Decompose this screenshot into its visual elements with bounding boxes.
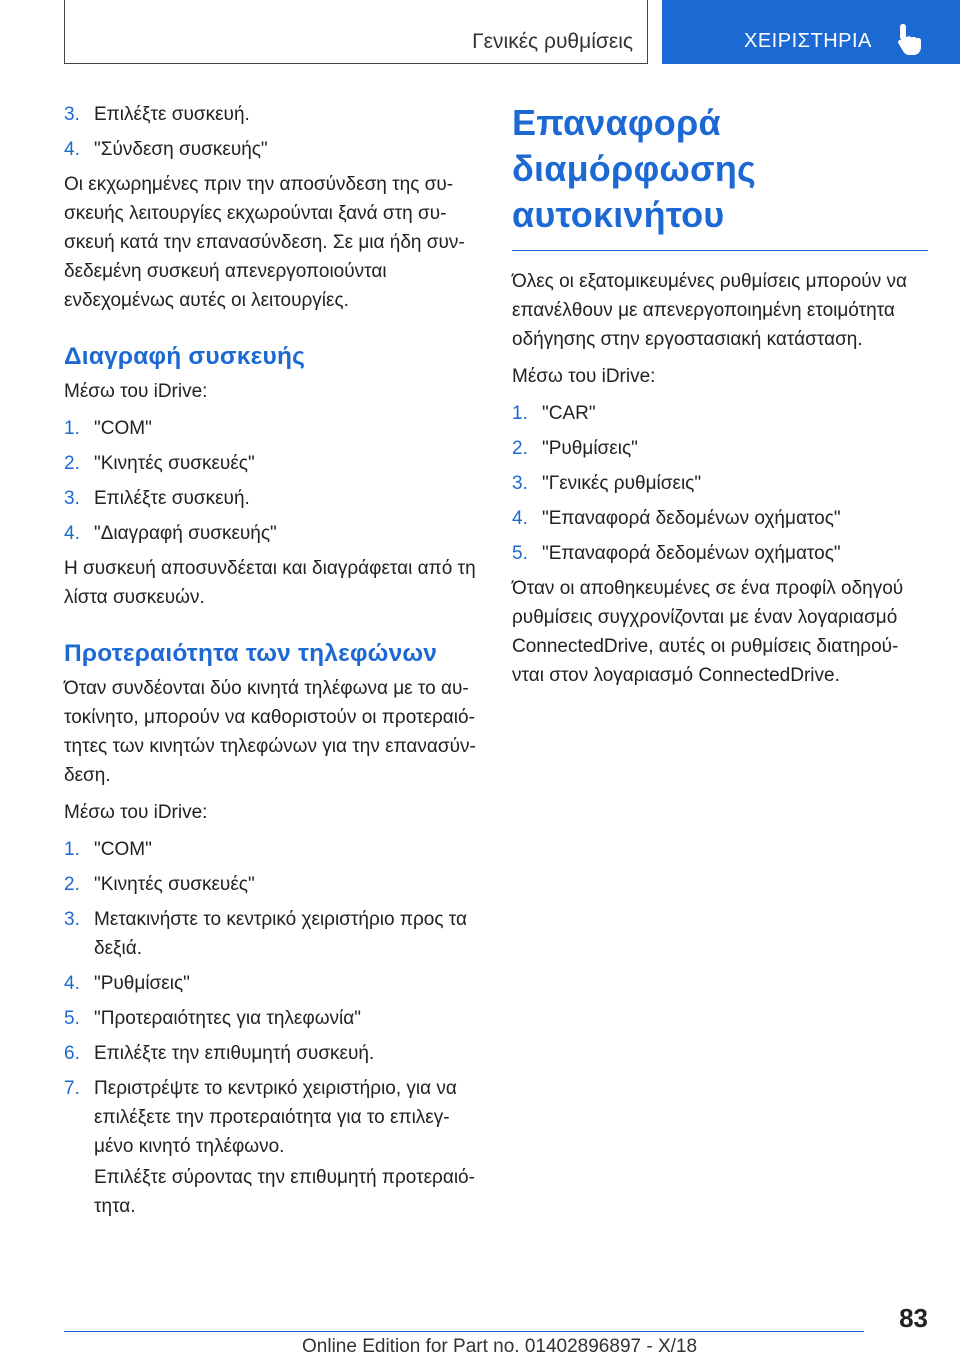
step-number: 1. [64,839,80,860]
step-number: 5. [512,543,528,564]
list-item [512,434,928,463]
step-text: "Κινητές συσκευές" [94,874,255,895]
list-item [512,539,928,568]
step-text: "Γενικές ρυθμίσεις" [542,473,702,494]
tab-controls-label: ΧΕΙΡΙΣΤΗΡΙΑ [744,30,872,52]
step-number: 3. [64,488,80,509]
step-text: Επιλέξτε την επιθυμητή συσκευή. [94,1043,375,1064]
list-item [64,414,480,443]
priority-intro-paragraph: Όταν συνδέονται δύο κινητά τηλέφωνα με το αυ-τοκίνητο, μπορούν να καθοριστούν οι προτεραιό-τητες των κινητών τηλεφώνων για την επανασύν-δεση. [64,678,476,786]
step-number: 4. [64,973,80,994]
step-number: 5. [64,1008,80,1029]
reset-intro-paragraph: Όλες οι εξατομικευμένες ρυθμίσεις μπορούν να επανέλθουν με απενεργοποιημένη ετοιμότητα οδήγησης στην εργοστασιακή κατάσταση. [512,271,907,350]
step-text: "Προτεραιότητες για τηλεφωνία" [94,1008,361,1029]
step-text: "Επαναφορά δεδομένων οχήματος" [542,543,841,564]
step-number: 1. [64,418,80,439]
list-item [64,870,480,899]
left-column [64,100,480,1227]
via-idrive-text: Μέσω του iDrive: [64,381,208,402]
step-number: 2. [512,438,528,459]
list-item [64,1039,480,1068]
page-number: 83 [899,1303,928,1333]
step-text: Επιλέξτε συσκευή. [94,104,250,125]
via-idrive-text: Μέσω του iDrive: [512,366,656,387]
tab-controls[interactable] [662,0,960,64]
right-column [512,100,928,698]
step-number: 1. [512,403,528,424]
heading-delete-device: Διαγραφή συσκευής [64,343,306,370]
list-item [64,1004,480,1033]
footer-edition-text: Online Edition for Part no. 01402896897 - X/18 [302,1336,698,1357]
step-number: 4. [512,508,528,529]
list-item [64,1074,480,1221]
list-item [64,969,480,998]
heading-divider [512,250,928,251]
step-number: 3. [64,909,80,930]
list-item [512,399,928,428]
delete-result-paragraph: Η συσκευή αποσυνδέεται και διαγράφεται από τη λίστα συσκευών. [64,558,476,608]
intro-paragraph: Οι εκχωρημένες πριν την αποσύνδεση της συ-σκευής λειτουργίες εκχωρούνται ξανά στη συ-σκευή κατά την επανασύνδεση. Σε μια ήδη συν-δεδεμένη συσκευή απενεργοποιούνται ενδεχομένως αυτές οι λειτουργίες. [64,174,465,311]
heading-phone-priority: Προτεραιότητα των τηλεφώνων [64,640,438,667]
step-text: Επιλέξτε συσκευή. [94,488,250,509]
step-text: Περιστρέψτε το κεντρικό χειριστήριο, για να επιλέξετε την προτεραιότητα για το επιλεγ-μένο κινητό τηλέφωνο. [94,1078,457,1157]
step-text: "COM" [94,418,152,439]
pointing-hand-icon [894,22,926,56]
reset-result-paragraph: Όταν οι αποθηκευμένες σε ένα προφίλ οδηγού ρυθμίσεις συγχρονίζονται με έναν λογαριασμό ConnectedDrive, αυτές οι ρυθμίσεις διατηρού-νται στον λογαριασμό ConnectedDrive. [512,578,904,686]
step-number: 2. [64,874,80,895]
list-item [512,504,928,533]
step-text: "Επαναφορά δεδομένων οχήματος" [542,508,841,529]
step-text: "Σύνδεση συσκευής" [94,139,268,160]
step-text: Μετακινήστε το κεντρικό χειριστήριο προς τα δεξιά. [94,909,467,959]
step-number: 2. [64,453,80,474]
step-text: "Διαγραφή συσκευής" [94,523,277,544]
step-text: "COM" [94,839,152,860]
header-section-box [64,0,648,64]
list-item [64,905,480,963]
step-number: 4. [64,139,80,160]
step-number: 7. [64,1078,80,1099]
step-text: "Ρυθμίσεις" [542,438,638,459]
list-item [64,100,480,129]
list-item [64,449,480,478]
list-item [64,135,480,164]
step-text: "Ρυθμίσεις" [94,973,190,994]
step-number: 6. [64,1043,80,1064]
footer-divider [64,1331,864,1332]
step-sub-text: Επιλέξτε σύροντας την επιθυμητή προτεραιό-τητα. [94,1167,475,1217]
section-title: Γενικές ρυθμίσεις [472,30,633,53]
step-number: 3. [64,104,80,125]
step-number: 4. [64,523,80,544]
step-text: "CAR" [542,403,596,424]
list-item [64,835,480,864]
list-item [64,519,480,548]
step-text: "Κινητές συσκευές" [94,453,255,474]
list-item [64,484,480,513]
list-item [512,469,928,498]
step-number: 3. [512,473,528,494]
heading-reset-vehicle: Επαναφορά διαμόρφωσης αυτοκινήτου [512,102,756,235]
via-idrive-text: Μέσω του iDrive: [64,802,208,823]
